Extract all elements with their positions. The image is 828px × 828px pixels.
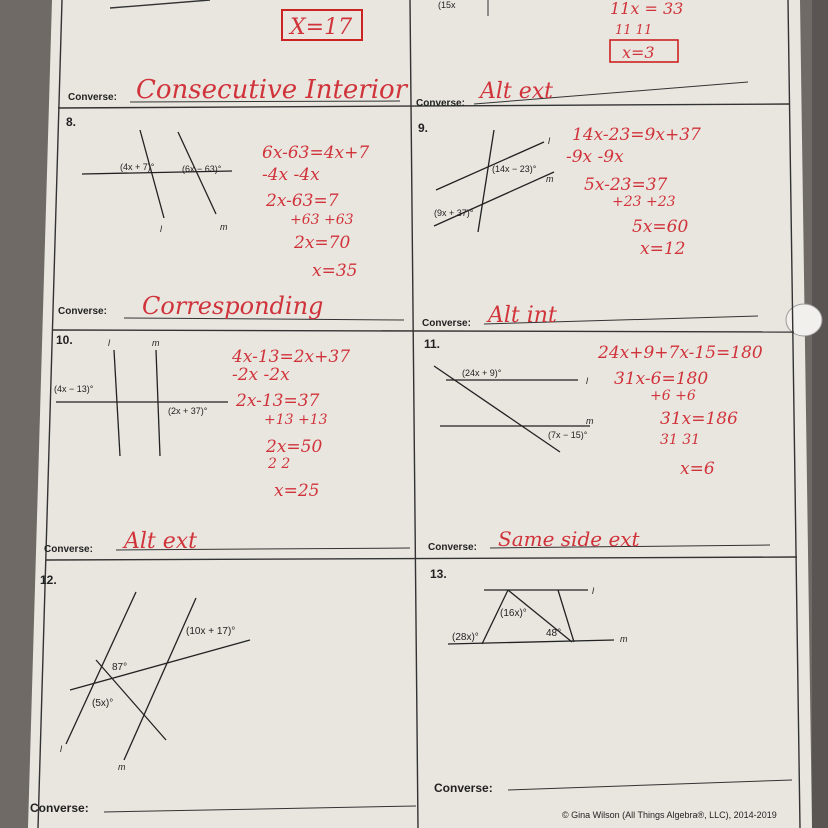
- work-line: 2x-13=37: [236, 391, 320, 411]
- work-line: x=35: [312, 261, 358, 281]
- line-label: m: [152, 338, 160, 348]
- line-label: l: [108, 338, 110, 348]
- work-line: 31 31: [660, 432, 701, 448]
- problem-number: 13.: [430, 567, 447, 581]
- work-line: 5x-23=37: [584, 175, 668, 195]
- angle-label: (4x + 7)°: [120, 162, 155, 172]
- angle-label: (9x + 37)°: [434, 208, 474, 218]
- top-right-fraction-denoms: 11 11: [615, 23, 653, 38]
- line-label: m: [546, 174, 554, 184]
- copyright-footer: © Gina Wilson (All Things Algebra®, LLC), 2014-2019: [562, 810, 777, 820]
- work-line: 31x=186: [660, 409, 738, 429]
- top-right-answer: x=3: [622, 43, 655, 62]
- work-line: x=25: [274, 481, 320, 501]
- converse-answer-11: Same side ext: [498, 527, 640, 551]
- angle-label: (24x + 9)°: [462, 368, 502, 378]
- line-label: m: [586, 416, 594, 426]
- problem-number: 11.: [424, 337, 441, 351]
- converse-label: Converse:: [428, 542, 477, 553]
- work-line: 6x-63=4x+7: [262, 143, 370, 163]
- work-line: +13 +13: [264, 412, 328, 428]
- converse-label: Converse:: [30, 801, 89, 815]
- converse-label: Converse:: [44, 544, 93, 555]
- line-label: l: [160, 224, 162, 234]
- converse-label: Converse:: [58, 306, 107, 317]
- line-label: l: [586, 376, 588, 386]
- work-line: 4x-13=2x+37: [232, 347, 351, 367]
- line-label: m: [220, 222, 228, 232]
- angle-label: (14x − 23)°: [492, 164, 537, 174]
- angle-label: (6x − 63)°: [182, 164, 222, 174]
- problem-number: 10.: [56, 333, 73, 347]
- work-line: +23 +23: [612, 194, 676, 210]
- work-line: 2x=50: [266, 437, 323, 457]
- background-edge: [812, 0, 828, 828]
- angle-label: (16x)°: [500, 608, 527, 619]
- stray-label: (15x: [438, 0, 456, 10]
- work-line: -2x -2x: [232, 365, 290, 385]
- work-line: 5x=60: [632, 217, 689, 237]
- work-line: x=12: [640, 239, 686, 259]
- line-label: l: [548, 136, 550, 146]
- work-line: x=6: [680, 459, 715, 479]
- work-line: 14x-23=9x+37: [572, 125, 701, 145]
- work-line: +63 +63: [290, 212, 354, 228]
- converse-label: Converse:: [416, 98, 465, 109]
- converse-answer-9: Alt int: [488, 303, 557, 328]
- converse-answer-top-left: Consecutive Interior: [136, 75, 408, 105]
- work-line: -4x -4x: [262, 165, 320, 185]
- angle-label: (4x − 13)°: [54, 384, 94, 394]
- problem-number: 8.: [66, 115, 77, 129]
- angle-label: (2x + 37)°: [168, 406, 208, 416]
- converse-answer-8: Corresponding: [142, 292, 324, 320]
- converse-label: Converse:: [434, 781, 493, 795]
- angle-label: 87°: [112, 662, 128, 673]
- converse-label: Converse:: [68, 92, 117, 103]
- work-line: 24x+9+7x-15=180: [598, 343, 763, 363]
- angle-label: 48°: [546, 628, 562, 639]
- problem-number: 12.: [40, 573, 57, 587]
- work-line: 31x-6=180: [614, 369, 709, 389]
- work-line: 2x=70: [294, 233, 351, 253]
- problem-number: 9.: [418, 121, 429, 135]
- work-line: 2x-63=7: [266, 191, 339, 211]
- angle-label: (28x)°: [452, 632, 479, 643]
- angle-label: (5x)°: [92, 698, 114, 709]
- work-line: -9x -9x: [566, 147, 624, 167]
- converse-answer-top-right: Alt ext: [480, 79, 554, 104]
- angle-label: (7x − 15)°: [548, 430, 588, 440]
- top-left-answer: X=17: [290, 15, 353, 40]
- line-label: m: [620, 634, 628, 644]
- work-line: +6 +6: [650, 388, 696, 404]
- converse-answer-10: Alt ext: [124, 529, 198, 554]
- converse-label: Converse:: [422, 318, 471, 329]
- line-label: l: [60, 744, 62, 754]
- line-label: m: [118, 762, 126, 772]
- binder-hole: [786, 304, 822, 336]
- angle-label: (10x + 17)°: [186, 626, 236, 637]
- top-right-fraction: 11x = 33: [610, 0, 684, 18]
- line-label: l: [592, 586, 594, 596]
- work-line: 2 2: [268, 456, 291, 472]
